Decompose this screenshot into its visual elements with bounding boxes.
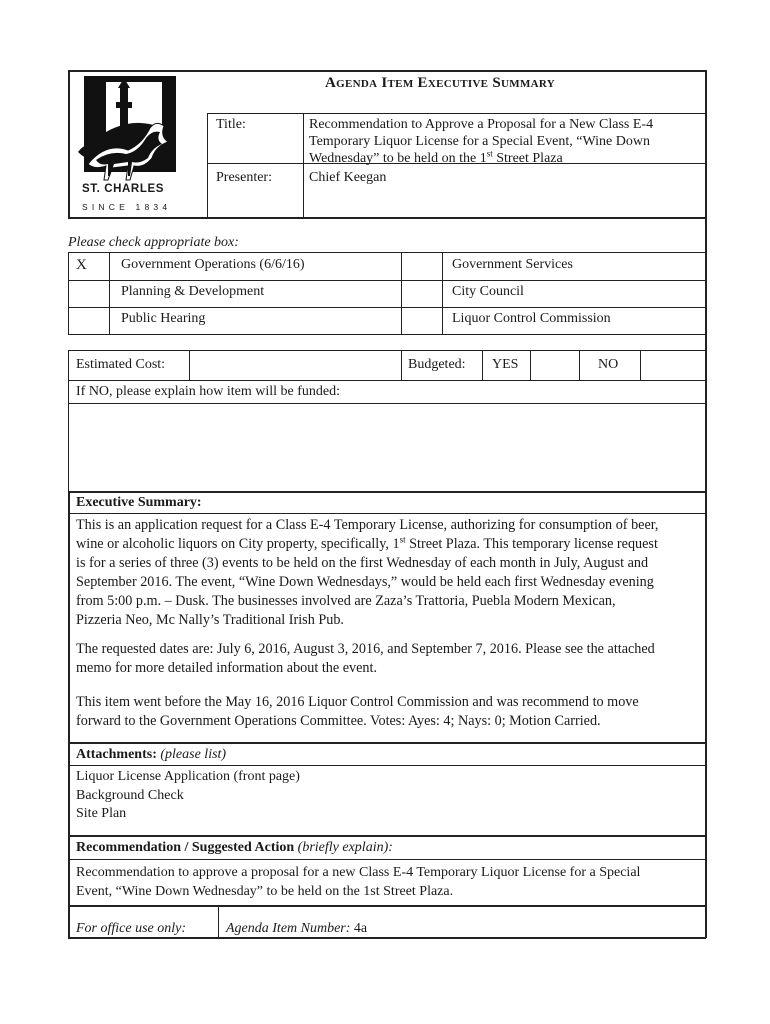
option-liquor-control-commission: Liquor Control Commission [452, 311, 611, 326]
summary-p3-line2: forward to the Government Operations Committee. Votes: Ayes: 4; Nays: 0; Motion Carried. [76, 713, 601, 729]
title-label: Title: [216, 117, 246, 132]
budgeted-label: Budgeted: [408, 357, 466, 372]
check-col-2 [401, 252, 402, 335]
summary-p1-line1: This is an application request for a Class E-4 Temporary License, authorizing for consumption of beer, [76, 517, 659, 533]
check-col-3 [442, 252, 443, 335]
summary-p1-line5: from 5:00 p.m. – Dusk. The businesses involved are Zaza’s Trattoria, Puebla Modern Mexican, [76, 593, 616, 609]
check-row-1 [68, 280, 706, 281]
option-planning-development: Planning & Development [121, 284, 265, 299]
office-use-label: For office use only: [76, 921, 187, 936]
summary-p2-line2: memo for more detailed information about the event. [76, 660, 377, 676]
page-title: Agenda Item Executive Summary [325, 75, 555, 91]
check-row-3 [68, 334, 706, 335]
title-col-mid [303, 113, 304, 218]
cost-row-top [68, 350, 706, 351]
summary-p3-line1: This item went before the May 16, 2016 Liquor Control Commission and was recommend to move [76, 694, 639, 710]
attachments-top [68, 742, 706, 744]
attachments-heading: Attachments: (please list) [76, 747, 227, 762]
summary-p1-line6: Pizzeria Neo, Mc Nally’s Traditional Irish Pub. [76, 612, 344, 628]
budgeted-yes-label: YES [492, 357, 519, 372]
agenda-item-number-value: 4a [353, 921, 368, 936]
cost-col-6 [640, 350, 641, 381]
option-city-council: City Council [452, 284, 524, 299]
attachments-heading-divider [68, 765, 706, 766]
cost-col-2 [401, 350, 402, 381]
check-row-2 [68, 307, 706, 308]
summary-p1-line3: is for a series of three (3) events to be held on the first Wednesday of each month in July, August and [76, 555, 649, 571]
budgeted-no-box[interactable] [643, 352, 703, 378]
frame-left-upper [68, 70, 70, 218]
attachment-item: Liquor License Application (front page) [76, 769, 300, 784]
frame-left-lower [68, 491, 70, 938]
title-row-top [207, 113, 706, 114]
fox-tower-icon [76, 72, 180, 184]
funding-explanation-field[interactable] [70, 405, 704, 489]
cost-col-3 [482, 350, 483, 381]
presenter-label: Presenter: [216, 170, 272, 185]
st-charles-logo [76, 72, 180, 212]
cost-row-bottom [68, 380, 706, 381]
summary-heading-divider [68, 513, 706, 514]
cost-col-4 [530, 350, 531, 381]
option-government-operations: Government Operations (6/6/16) [121, 257, 305, 272]
cost-col-left [68, 350, 69, 505]
recommendation-line1: Recommendation to approve a proposal for a new Class E-4 Temporary Liquor License for a Special [76, 865, 641, 880]
summary-paragraph-3 [76, 693, 698, 731]
logo-name: ST. CHARLES [82, 183, 164, 195]
presenter-value: Chief Keegan [309, 170, 387, 185]
recommendation-heading: Recommendation / Suggested Action (briefly explain): [76, 840, 393, 855]
budgeted-no-label: NO [598, 357, 619, 372]
footer-top [68, 905, 706, 907]
budgeted-yes-box[interactable] [533, 352, 577, 378]
option-public-hearing: Public Hearing [121, 311, 206, 326]
agenda-item-number: Agenda Item Number: 4a [226, 921, 368, 936]
estimated-cost-field[interactable] [192, 352, 398, 378]
check-row-top [68, 252, 706, 253]
title-value-line1: Recommendation to Approve a Proposal for a New Class E-4 [309, 117, 654, 132]
summary-paragraph-1 [76, 516, 698, 630]
footer-divider [218, 905, 219, 938]
recommendation-top [68, 835, 706, 837]
title-value-line3: Wednesday” to be held on the 1st Street Plaza [309, 148, 563, 166]
cost-col-5 [579, 350, 580, 381]
funding-divider [68, 403, 706, 404]
attachment-item: Site Plan [76, 806, 127, 821]
title-value-line2: Temporary Liquor License for a Special Event, “Wine Down [309, 134, 650, 149]
executive-summary-heading: Executive Summary: [76, 495, 202, 510]
summary-paragraph-2 [76, 640, 698, 678]
recommendation-line2: Event, “Wine Down Wednesday” to be held on the 1st Street Plaza. [76, 884, 454, 899]
check-prompt: Please check appropriate box: [68, 235, 239, 250]
checkbox-government-operations[interactable]: X [76, 257, 87, 273]
estimated-cost-label: Estimated Cost: [76, 357, 166, 372]
attachment-item: Background Check [76, 788, 184, 803]
check-col-1 [109, 252, 110, 335]
logo-since: SINCE 1834 [82, 202, 172, 212]
title-col-left [207, 113, 208, 218]
frame-right [705, 70, 707, 938]
recommendation-heading-divider [68, 859, 706, 860]
funding-label: If NO, please explain how item will be funded: [76, 384, 340, 399]
option-government-services: Government Services [452, 257, 573, 272]
check-col-0 [68, 252, 69, 335]
summary-p2-line1: The requested dates are: July 6, 2016, August 3, 2016, and September 7, 2016. Please see the attached [76, 641, 655, 657]
header-bottom [68, 217, 706, 219]
summary-top [68, 491, 706, 493]
summary-p1-line4: September 2016. The event, “Wine Down Wednesdays,” would be held each first Wednesday evening [76, 574, 654, 590]
cost-col-1 [189, 350, 190, 381]
summary-p1-line2: wine or alcoholic liquors on City property, specifically, 1st Street Plaza. This temporary license request [76, 534, 658, 552]
